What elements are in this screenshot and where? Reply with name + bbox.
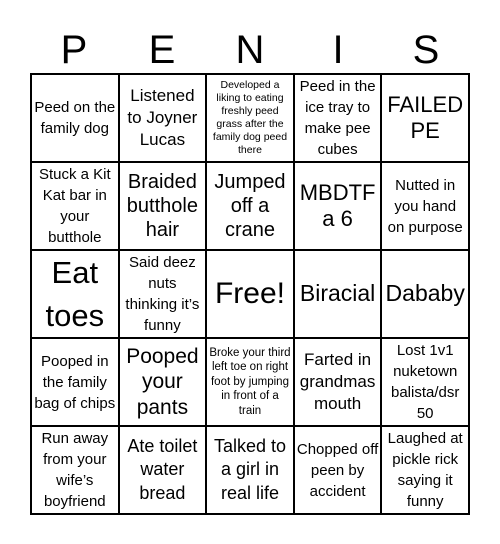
bingo-cell-r2c3[interactable]: Jumped off a crane xyxy=(207,163,295,251)
bingo-cell-r1c5[interactable]: FAILED PE xyxy=(382,75,470,163)
header-letter-i: I xyxy=(332,28,344,72)
header-letter-n: N xyxy=(235,28,265,72)
bingo-cell-r1c4[interactable]: Peed in the ice tray to make pee cubes xyxy=(295,75,383,163)
bingo-cell-r2c1[interactable]: Stuck a Kit Kat bar in your butthole xyxy=(32,163,120,251)
bingo-cell-r2c4[interactable]: MBDTF a 6 xyxy=(295,163,383,251)
bingo-cell-r5c2[interactable]: Ate toilet water bread xyxy=(120,427,208,515)
bingo-cell-r5c1[interactable]: Run away from your wife’s boyfriend xyxy=(32,427,120,515)
bingo-cell-r3c4[interactable]: Biracial xyxy=(295,251,383,339)
bingo-cell-r2c5[interactable]: Nutted in you hand on purpose xyxy=(382,163,470,251)
header-letter-s: S xyxy=(412,28,440,72)
bingo-cell-r1c3[interactable]: Developed a liking to eating freshly peed grass after the family dog peed there xyxy=(207,75,295,163)
bingo-cell-r5c3[interactable]: Talked to a girl in real life xyxy=(207,427,295,515)
bingo-cell-r1c1[interactable]: Peed on the family dog xyxy=(32,75,120,163)
free-space-cell[interactable]: Free! xyxy=(207,251,295,339)
bingo-cell-r4c1[interactable]: Pooped in the family bag of chips xyxy=(32,339,120,427)
bingo-cell-r4c4[interactable]: Farted in grandmas mouth xyxy=(295,339,383,427)
header-letter-p: P xyxy=(60,28,88,72)
bingo-cell-r4c3[interactable]: Broke your third left toe on right foot by jumping in front of a train xyxy=(207,339,295,427)
bingo-cell-r3c1[interactable]: Eat toes xyxy=(32,251,120,339)
header-letter-e: E xyxy=(148,28,176,72)
bingo-header xyxy=(30,28,470,72)
bingo-cell-r3c5[interactable]: Dababy xyxy=(382,251,470,339)
bingo-grid xyxy=(30,73,470,515)
bingo-cell-r2c2[interactable]: Braided butthole hair xyxy=(120,163,208,251)
bingo-cell-r1c2[interactable]: Listened to Joyner Lucas xyxy=(120,75,208,163)
bingo-cell-r4c2[interactable]: Pooped your pants xyxy=(120,339,208,427)
bingo-cell-r5c4[interactable]: Chopped off peen by accident xyxy=(295,427,383,515)
bingo-cell-r5c5[interactable]: Laughed at pickle rick saying it funny xyxy=(382,427,470,515)
bingo-cell-r4c5[interactable]: Lost 1v1 nuketown balista/dsr 50 xyxy=(382,339,470,427)
bingo-cell-r3c2[interactable]: Said deez nuts thinking it’s funny xyxy=(120,251,208,339)
